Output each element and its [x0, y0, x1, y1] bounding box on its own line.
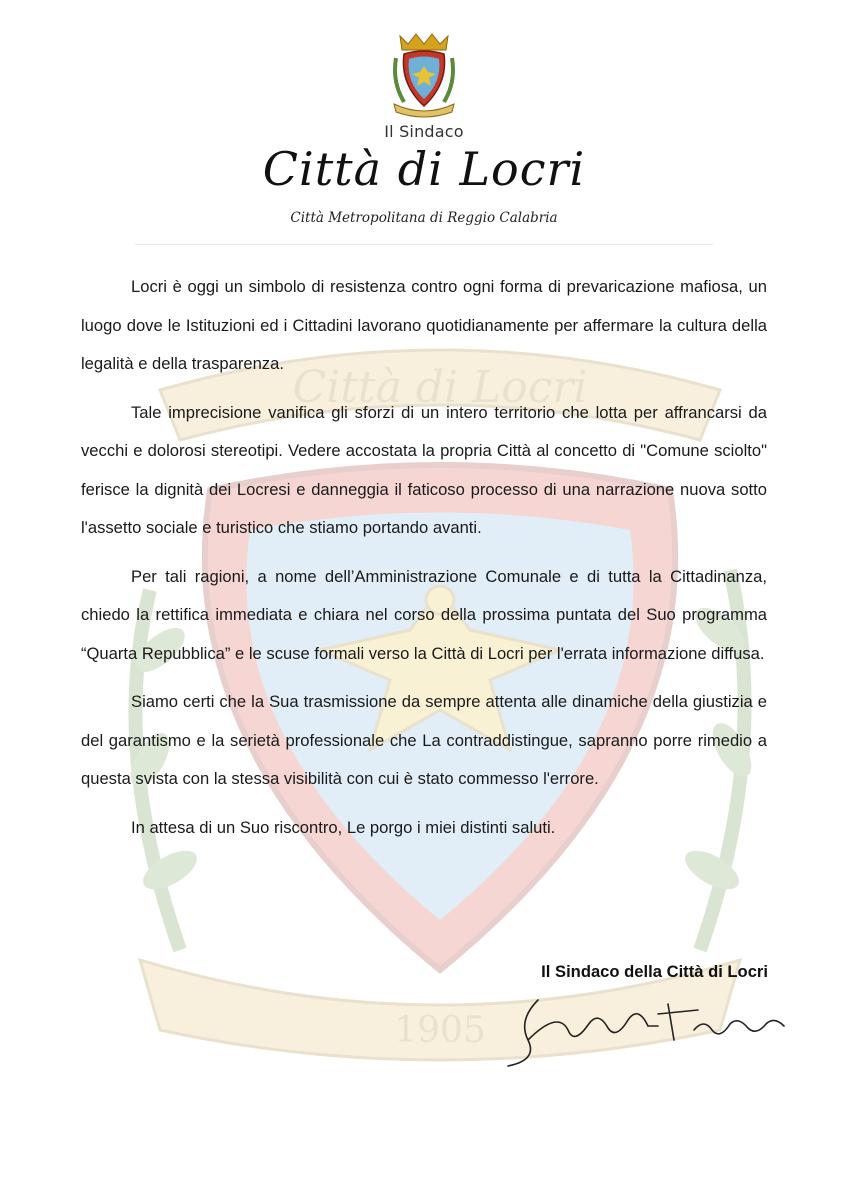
- letter-paragraph: In attesa di un Suo riscontro, Le porgo i miei distinti saluti.: [131, 817, 556, 837]
- watermark-year: 1905: [394, 1010, 486, 1051]
- watermark-motto: Città di Locri: [292, 362, 588, 413]
- letter-paragraph: Locri è oggi un simbolo di resistenza contro ogni forma di prevaricazione mafiosa, un luogo dove le Istituzioni ed i Cittadini lavorano quotidianamente per affermare la cultura della legalità e della trasparenza.: [81, 277, 767, 373]
- letter-paragraph: Siamo certi che la Sua trasmissione da sempre attenta alle dinamiche della giustizia e del garantismo e la serietà professionale che La contraddistingue, sapranno porre rimedio a questa svista con la stessa visibilità con cui è stato commesso l'errore.: [81, 692, 767, 788]
- signature-title: Il Sindaco della Città di Locri: [541, 962, 768, 981]
- header-divider: [135, 244, 713, 245]
- letter-paragraph: Tale imprecisione vanifica gli sforzi di un intero territorio che lotta per affrancarsi da vecchi e dolorosi stereotipi. Vedere accostata la propria Città al concetto di "Comune sciolto" ferisce la dignità dei Locresi e danneggia il faticoso processo di una narrazione nuova sotto l'assetto sociale e turistico che stiamo portando avanti.: [81, 402, 767, 537]
- sindaco-label: Il Sindaco: [384, 122, 464, 141]
- letter-paragraph: Per tali ragioni, a nome dell’Amministrazione Comunale e di tutta la Cittadinanza, chiedo la rettifica immediata e chiara nel corso della prossima puntata del Suo programma “Quarta Repubblica” e le scuse formali verso la Città di Locri per l'errata informazione diffusa.: [81, 566, 767, 663]
- city-title: Città di Locri: [262, 142, 586, 196]
- city-crest-icon: [390, 32, 458, 120]
- handwritten-signature: [498, 990, 790, 1070]
- city-subtitle: Città Metropolitana di Reggio Calabria: [290, 210, 558, 226]
- letter-body: [81, 268, 767, 857]
